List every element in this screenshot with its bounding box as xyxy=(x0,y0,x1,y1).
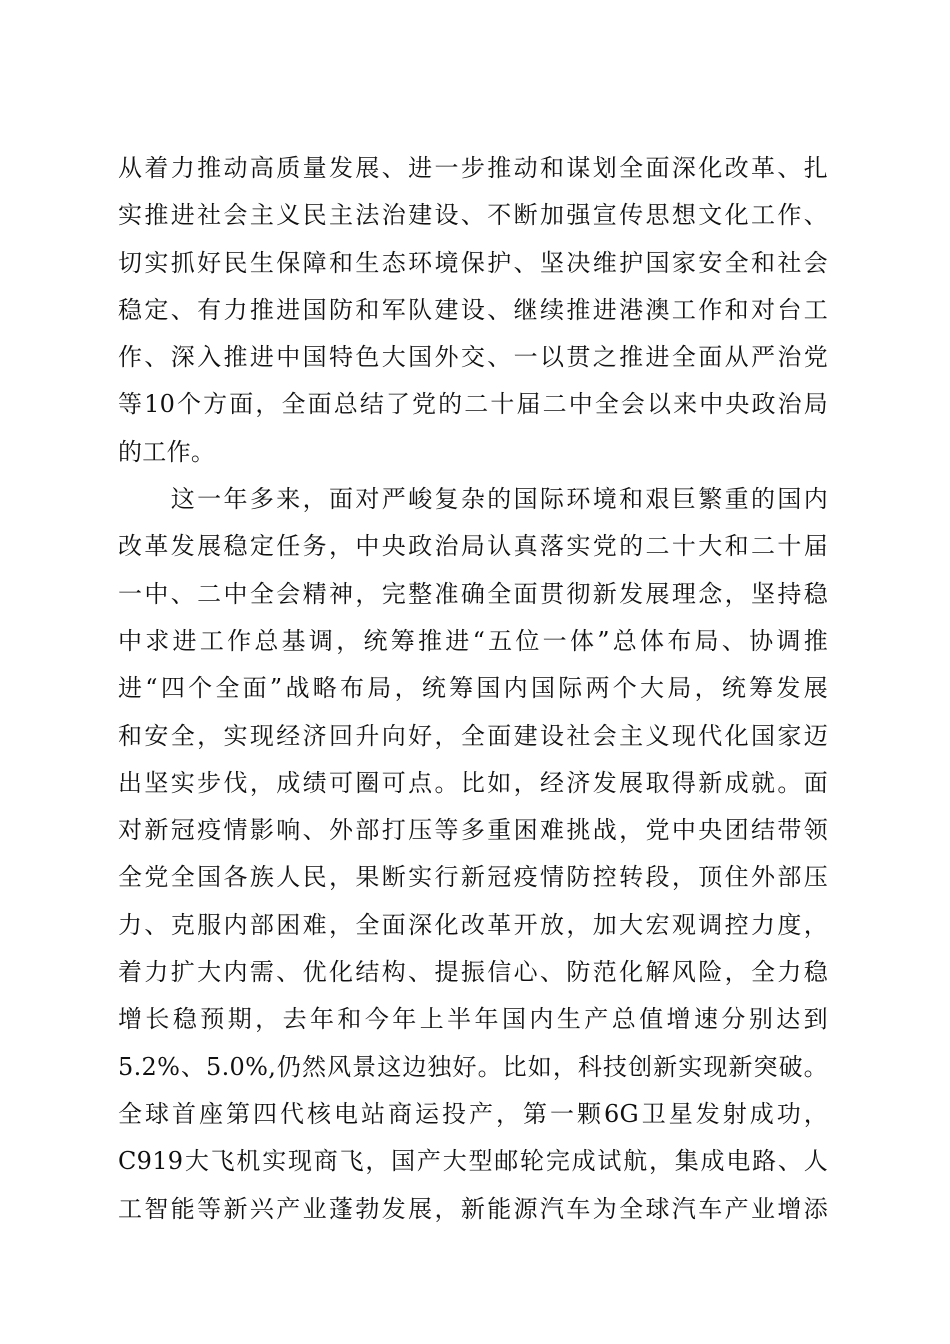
text-line: 着力扩大内需、优化结构、提振信心、防范化解风险，全力稳 xyxy=(118,958,828,987)
text-line: 这一年多来，面对严峻复杂的国际环境和艰巨繁重的国内 xyxy=(118,485,828,514)
paragraph-2 xyxy=(118,476,828,1233)
text-line: 对新冠疫情影响、外部打压等多重困难挑战，党中央团结带领 xyxy=(118,816,828,845)
document-page xyxy=(118,145,828,1233)
text-line: 等10个方面，全面总结了党的二十届二中全会以来中央政治局 xyxy=(118,390,828,419)
text-line: 作、深入推进中国特色大国外交、一以贯之推进全面从严治党 xyxy=(118,343,828,372)
text-line: 全党全国各族人民，果断实行新冠疫情防控转段，顶住外部压 xyxy=(118,863,828,892)
text-line: 全球首座第四代核电站商运投产，第一颗6G卫星发射成功， xyxy=(118,1099,828,1128)
text-line: 改革发展稳定任务，中央政治局认真落实党的二十大和二十届 xyxy=(118,532,828,561)
text-line: 力、克服内部困难，全面深化改革开放，加大宏观调控力度， xyxy=(118,910,828,939)
text-line: 中求进工作总基调，统筹推进“五位一体”总体布局、协调推 xyxy=(118,626,828,655)
text-line: 稳定、有力推进国防和军队建设、继续推进港澳工作和对台工 xyxy=(118,295,828,324)
text-line: 出坚实步伐，成绩可圈可点。比如，经济发展取得新成就。面 xyxy=(118,768,828,797)
text-line: 进“四个全面”战略布局，统筹国内国际两个大局，统筹发展 xyxy=(118,674,828,703)
text-line: 和安全，实现经济回升向好，全面建设社会主义现代化国家迈 xyxy=(118,721,828,750)
text-line: C919大飞机实现商飞，国产大型邮轮完成试航，集成电路、人 xyxy=(118,1147,828,1176)
text-line: 切实抓好民生保障和生态环境保护、坚决维护国家安全和社会 xyxy=(118,248,828,277)
text-line: 实推进社会主义民主法治建设、不断加强宣传思想文化工作、 xyxy=(118,201,828,230)
text-line: 工智能等新兴产业蓬勃发展，新能源汽车为全球汽车产业增添 xyxy=(118,1194,828,1223)
text-line: 增长稳预期，去年和今年上半年国内生产总值增速分别达到 xyxy=(118,1005,828,1034)
text-line: 一中、二中全会精神，完整准确全面贯彻新发展理念，坚持稳 xyxy=(118,579,828,608)
paragraph-1 xyxy=(118,145,828,476)
text-line: 的工作。 xyxy=(118,437,216,466)
text-line: 5.2%、5.0%,仍然风景这边独好。比如，科技创新实现新突破。 xyxy=(118,1052,828,1081)
text-line: 从着力推动高质量发展、进一步推动和谋划全面深化改革、扎 xyxy=(118,154,828,182)
